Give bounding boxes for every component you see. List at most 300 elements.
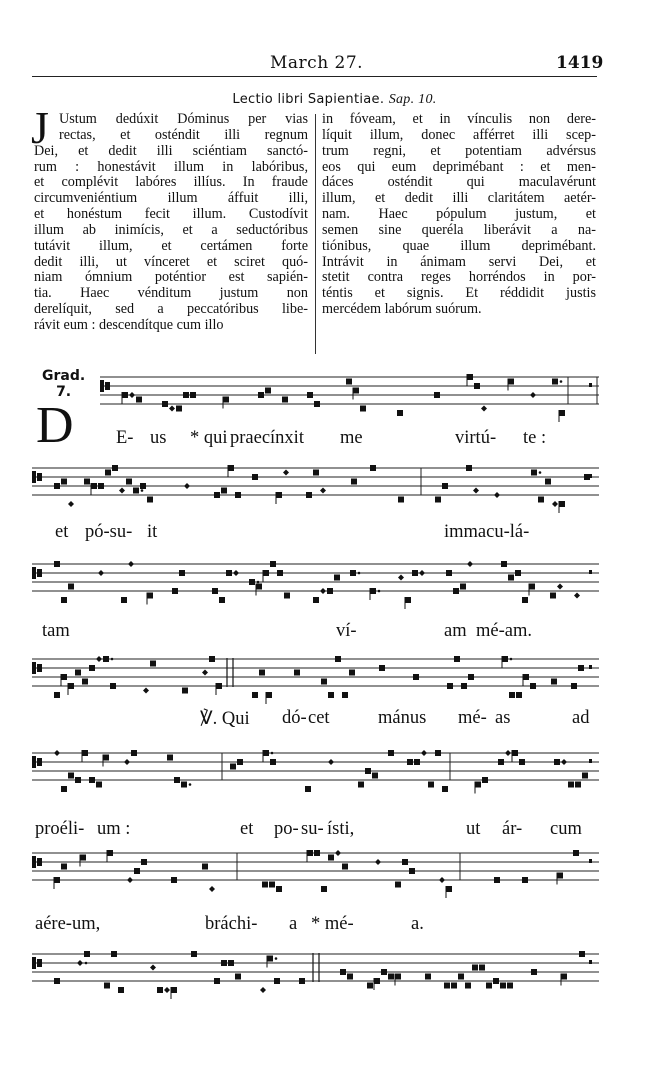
square-note	[559, 410, 565, 416]
rhombus-note	[335, 850, 341, 856]
square-note	[582, 773, 588, 779]
square-note	[306, 492, 312, 498]
square-note	[468, 674, 474, 680]
mora-dot	[275, 957, 278, 960]
square-note	[559, 501, 565, 507]
square-note	[171, 987, 177, 993]
square-note	[270, 561, 276, 567]
rhombus-note	[561, 759, 567, 765]
square-note	[221, 960, 227, 966]
square-note	[358, 782, 364, 788]
square-note	[84, 479, 90, 485]
square-note	[529, 584, 535, 590]
lyric-syllable: mé-	[458, 708, 487, 728]
mora-dot	[378, 590, 381, 593]
square-note	[472, 965, 478, 971]
square-note	[252, 474, 258, 480]
square-note	[351, 479, 357, 485]
square-note	[579, 951, 585, 957]
lyric-syllable: su-	[301, 819, 324, 839]
lyric-syllable: mánus	[378, 708, 427, 728]
lyric-syllable: a.	[411, 914, 424, 934]
rhombus-note	[209, 886, 215, 892]
square-note	[395, 974, 401, 980]
lyric-syllable: bráchi-	[205, 914, 258, 934]
clef-mark	[37, 569, 42, 577]
mora-dot	[358, 572, 361, 575]
custos	[589, 383, 592, 387]
clef-mark	[100, 380, 104, 392]
square-note	[494, 877, 500, 883]
clef-mark	[37, 858, 42, 866]
square-note	[284, 593, 290, 599]
lyric-syllable: ísti,	[327, 819, 355, 839]
reading-line: tutávit illum, et certámen forte	[34, 237, 308, 254]
lyric-syllable: mé-am.	[476, 621, 532, 641]
square-note	[395, 882, 401, 888]
square-note	[61, 479, 67, 485]
lyric-syllable: dó-	[282, 708, 307, 728]
square-note	[75, 777, 81, 783]
custos	[589, 570, 592, 574]
square-note	[147, 497, 153, 503]
square-note	[538, 497, 544, 503]
square-note	[388, 750, 394, 756]
square-note	[353, 388, 359, 394]
square-note	[263, 570, 269, 576]
lyric-syllable: te :	[523, 428, 547, 448]
rhombus-note	[143, 688, 149, 694]
rhombus-note	[494, 492, 500, 498]
rhombus-note	[124, 759, 130, 765]
square-note	[498, 759, 504, 765]
square-note	[190, 392, 196, 398]
square-note	[335, 656, 341, 662]
square-note	[299, 978, 305, 984]
square-note	[407, 759, 413, 765]
lyric-syllable: me	[340, 428, 363, 448]
square-note	[465, 983, 471, 989]
clef-mark	[37, 959, 42, 967]
rhombus-note	[419, 570, 425, 576]
square-note	[84, 951, 90, 957]
square-note	[571, 683, 577, 689]
rhombus-note	[552, 501, 558, 507]
square-note	[274, 978, 280, 984]
lyric-syllable: * mé-	[311, 914, 354, 934]
rhombus-note	[505, 750, 511, 756]
square-note	[96, 782, 102, 788]
square-note	[267, 956, 273, 962]
reading-line: trum regni, et potentiam advérsus	[322, 142, 596, 159]
lyric-syllable: cum	[550, 819, 582, 839]
square-note	[451, 983, 457, 989]
mora-dot	[189, 783, 192, 786]
square-note	[328, 855, 334, 861]
square-note	[270, 759, 276, 765]
square-note	[561, 974, 567, 980]
square-note	[266, 692, 272, 698]
square-note	[134, 868, 140, 874]
square-note	[388, 974, 394, 980]
square-note	[262, 882, 268, 888]
square-note	[126, 479, 132, 485]
square-note	[486, 983, 492, 989]
running-title: March 27.	[270, 53, 364, 73]
lectio-ref: Sap. 10.	[388, 92, 437, 107]
square-note	[442, 483, 448, 489]
square-note	[573, 850, 579, 856]
rhombus-note	[375, 859, 381, 865]
square-note	[531, 969, 537, 975]
square-note	[321, 679, 327, 685]
custos	[589, 474, 592, 478]
square-note	[118, 987, 124, 993]
clef-mark	[37, 664, 42, 672]
square-note	[249, 579, 255, 585]
lyric-syllable: et	[55, 522, 69, 542]
square-note	[493, 978, 499, 984]
square-note	[313, 470, 319, 476]
rhombus-note	[127, 877, 133, 883]
square-note	[230, 764, 236, 770]
chant-initial: D	[36, 397, 74, 454]
square-note	[174, 777, 180, 783]
square-note	[342, 692, 348, 698]
square-note	[277, 570, 283, 576]
square-note	[413, 674, 419, 680]
square-note	[314, 850, 320, 856]
square-note	[172, 588, 178, 594]
square-note	[458, 974, 464, 980]
square-note	[531, 470, 537, 476]
square-note	[258, 392, 264, 398]
rhombus-note	[398, 575, 404, 581]
lyric-syllable: * qui	[190, 428, 228, 448]
clef-mark	[37, 758, 42, 766]
reading-line: Intrávit in ánimam servi Dei, et	[322, 253, 596, 270]
lyric-syllable: am	[444, 621, 467, 641]
mora-dot	[257, 581, 260, 584]
clef-mark	[32, 471, 36, 483]
square-note	[147, 593, 153, 599]
square-note	[176, 406, 182, 412]
rhombus-note	[530, 392, 536, 398]
square-note	[428, 782, 434, 788]
square-note	[216, 683, 222, 689]
square-note	[530, 683, 536, 689]
lyric-syllable: pó-su-	[85, 522, 133, 542]
square-note	[214, 978, 220, 984]
square-note	[235, 492, 241, 498]
square-note	[209, 656, 215, 662]
clef-mark	[32, 957, 36, 969]
mora-dot	[510, 658, 513, 661]
lyric-syllable: ℣. Qui	[200, 709, 250, 729]
lyric-syllable: virtú-	[455, 428, 497, 448]
square-note	[508, 379, 514, 385]
gradual-label-text: Grad.	[42, 368, 86, 384]
square-note	[181, 782, 187, 788]
square-note	[367, 983, 373, 989]
square-note	[265, 388, 271, 394]
rhombus-note	[129, 392, 135, 398]
square-note	[221, 488, 227, 494]
rhombus-note	[128, 561, 134, 567]
square-note	[68, 683, 74, 689]
square-note	[435, 497, 441, 503]
lyric-syllable: et	[240, 819, 254, 839]
lyric-syllable: it	[147, 522, 158, 542]
square-note	[516, 692, 522, 698]
lyric-syllable: ut	[466, 819, 481, 839]
reading-line: rectas, et osténdit illi regnum	[59, 126, 308, 143]
square-note	[381, 969, 387, 975]
square-note	[442, 786, 448, 792]
square-note	[61, 864, 67, 870]
square-note	[398, 497, 404, 503]
reading-line: semen sine queréla liberávit a na-	[322, 221, 596, 238]
square-note	[171, 877, 177, 883]
reading-line: tiónibus, quae illum deprimébant.	[322, 237, 596, 254]
lyric-syllable: a	[289, 914, 298, 934]
square-note	[54, 877, 60, 883]
rhombus-note	[77, 960, 83, 966]
square-note	[328, 692, 334, 698]
square-note	[263, 750, 269, 756]
square-note	[223, 397, 229, 403]
square-note	[162, 401, 168, 407]
rhombus-note	[119, 488, 125, 494]
reading-line: dáces osténdit qui maculavérunt	[322, 174, 596, 191]
clef-mark	[32, 567, 36, 579]
reading-line: et complévit labóres illíus. In fraude	[34, 174, 308, 191]
rhombus-note	[150, 965, 156, 971]
lectio-title: Lectio libri Sapientiae.	[232, 92, 385, 107]
square-note	[460, 584, 466, 590]
square-note	[214, 492, 220, 498]
rhombus-note	[169, 406, 175, 412]
square-note	[112, 465, 118, 471]
rhombus-note	[481, 406, 487, 412]
square-note	[374, 978, 380, 984]
square-note	[522, 877, 528, 883]
square-note	[482, 777, 488, 783]
square-note	[446, 570, 452, 576]
square-note	[523, 674, 529, 680]
square-note	[372, 773, 378, 779]
square-note	[141, 859, 147, 865]
square-note	[237, 759, 243, 765]
square-note	[434, 392, 440, 398]
square-note	[474, 383, 480, 389]
square-note	[522, 597, 528, 603]
lyric-syllable: um :	[97, 819, 131, 839]
reading-line: stetit contra reges horréndos in por-	[322, 269, 596, 286]
square-note	[349, 670, 355, 676]
square-note	[444, 983, 450, 989]
square-note	[235, 974, 241, 980]
square-note	[122, 392, 128, 398]
square-note	[191, 951, 197, 957]
reading-line: dedit illi, ut vínceret et sciret quó-	[34, 253, 308, 270]
mora-dot	[85, 962, 88, 965]
square-note	[131, 750, 137, 756]
square-note	[402, 859, 408, 865]
reading-line: illum ab inimícis, et a seductóribus	[34, 221, 308, 238]
lyric-syllable: ad	[572, 708, 590, 728]
square-note	[554, 759, 560, 765]
rhombus-note	[202, 670, 208, 676]
square-note	[519, 759, 525, 765]
square-note	[568, 782, 574, 788]
square-note	[219, 597, 225, 603]
square-note	[54, 483, 60, 489]
square-note	[82, 679, 88, 685]
square-note	[252, 692, 258, 698]
square-note	[110, 683, 116, 689]
square-note	[140, 483, 146, 489]
mora-dot	[539, 471, 542, 474]
square-note	[82, 750, 88, 756]
square-note	[575, 782, 581, 788]
square-note	[307, 850, 313, 856]
reading-line: Ustum dedúxit Dóminus per vias	[59, 111, 308, 127]
square-note	[466, 465, 472, 471]
mora-dot	[111, 658, 114, 661]
square-note	[365, 768, 371, 774]
square-note	[182, 688, 188, 694]
clef-mark	[105, 382, 110, 390]
square-note	[461, 683, 467, 689]
square-note	[453, 588, 459, 594]
custos	[589, 859, 592, 863]
square-note	[409, 868, 415, 874]
square-note	[269, 882, 275, 888]
reading-line: rávit eum : descendítque cum illo	[34, 316, 224, 333]
square-note	[105, 470, 111, 476]
square-note	[136, 397, 142, 403]
square-note	[276, 886, 282, 892]
lyric-syllable: cet	[308, 708, 330, 728]
reading-line: et honéstum fecit illum. Custodívit	[34, 206, 308, 223]
square-note	[150, 661, 156, 667]
lyric-syllable: tam	[42, 621, 70, 641]
square-note	[405, 597, 411, 603]
square-note	[550, 593, 556, 599]
rhombus-note	[421, 750, 427, 756]
square-note	[360, 406, 366, 412]
square-note	[307, 392, 313, 398]
square-note	[107, 850, 113, 856]
square-note	[446, 886, 452, 892]
square-note	[89, 665, 95, 671]
reading-line: derelíquit, sed a peccatóribus libe-	[34, 301, 308, 318]
square-note	[294, 670, 300, 676]
square-note	[350, 570, 356, 576]
lyric-syllable: proéli-	[35, 819, 85, 839]
square-note	[133, 488, 139, 494]
square-note	[80, 855, 86, 861]
square-note	[305, 786, 311, 792]
clef-mark	[32, 756, 36, 768]
square-note	[435, 750, 441, 756]
reading-line: líquit illum, donec afférret illi scep-	[322, 126, 596, 143]
square-note	[228, 960, 234, 966]
rhombus-note	[54, 750, 60, 756]
square-note	[276, 492, 282, 498]
mora-dot	[560, 380, 563, 383]
square-note	[259, 670, 265, 676]
lyric-syllable: immacu-lá-	[444, 522, 530, 542]
clef-mark	[37, 473, 42, 481]
rhombus-note	[233, 570, 239, 576]
mora-dot	[271, 752, 274, 755]
square-note	[500, 983, 506, 989]
rhombus-note	[98, 570, 104, 576]
square-note	[512, 750, 518, 756]
square-note	[347, 974, 353, 980]
rhombus-note	[467, 561, 473, 567]
square-note	[179, 570, 185, 576]
custos	[589, 759, 592, 763]
rhombus-note	[184, 483, 190, 489]
square-note	[507, 983, 513, 989]
square-note	[103, 656, 109, 662]
square-note	[54, 978, 60, 984]
rhombus-note	[320, 488, 326, 494]
reading-line: téntis et signis. Et réddidit justis	[322, 285, 596, 302]
square-note	[414, 759, 420, 765]
square-note	[228, 465, 234, 471]
square-note	[327, 588, 333, 594]
square-note	[340, 969, 346, 975]
square-note	[98, 483, 104, 489]
reading-line: circumveniéntium illum áffuit illi,	[34, 190, 308, 207]
square-note	[557, 873, 563, 879]
rhombus-note	[439, 877, 445, 883]
square-note	[68, 584, 74, 590]
square-note	[502, 656, 508, 662]
reading-line: in fóveam, et in vínculis non dere-	[322, 111, 596, 127]
mora-dot	[141, 489, 144, 492]
rhombus-note	[320, 588, 326, 594]
square-note	[103, 755, 109, 761]
square-note	[68, 773, 74, 779]
drop-cap: J	[31, 102, 49, 153]
clef-mark	[32, 662, 36, 674]
reading-line: mercédem labórum suórum.	[322, 301, 482, 318]
reading-line: nam. Haec pópulum justum, et	[322, 206, 596, 223]
lyric-syllable: po-	[274, 819, 299, 839]
custos	[589, 960, 592, 964]
square-note	[212, 588, 218, 594]
rhombus-note	[260, 987, 266, 993]
lyric-syllable: as	[495, 708, 511, 728]
square-note	[467, 374, 473, 380]
rhombus-note	[164, 987, 170, 993]
reading-line: rum : honestávit illum in labóribus,	[34, 158, 308, 175]
lyric-syllable: ár-	[502, 819, 523, 839]
square-note	[454, 656, 460, 662]
square-note	[157, 987, 163, 993]
rhombus-note	[557, 584, 563, 590]
square-note	[61, 597, 67, 603]
square-note	[202, 864, 208, 870]
square-note	[54, 692, 60, 698]
square-note	[75, 670, 81, 676]
square-note	[54, 561, 60, 567]
